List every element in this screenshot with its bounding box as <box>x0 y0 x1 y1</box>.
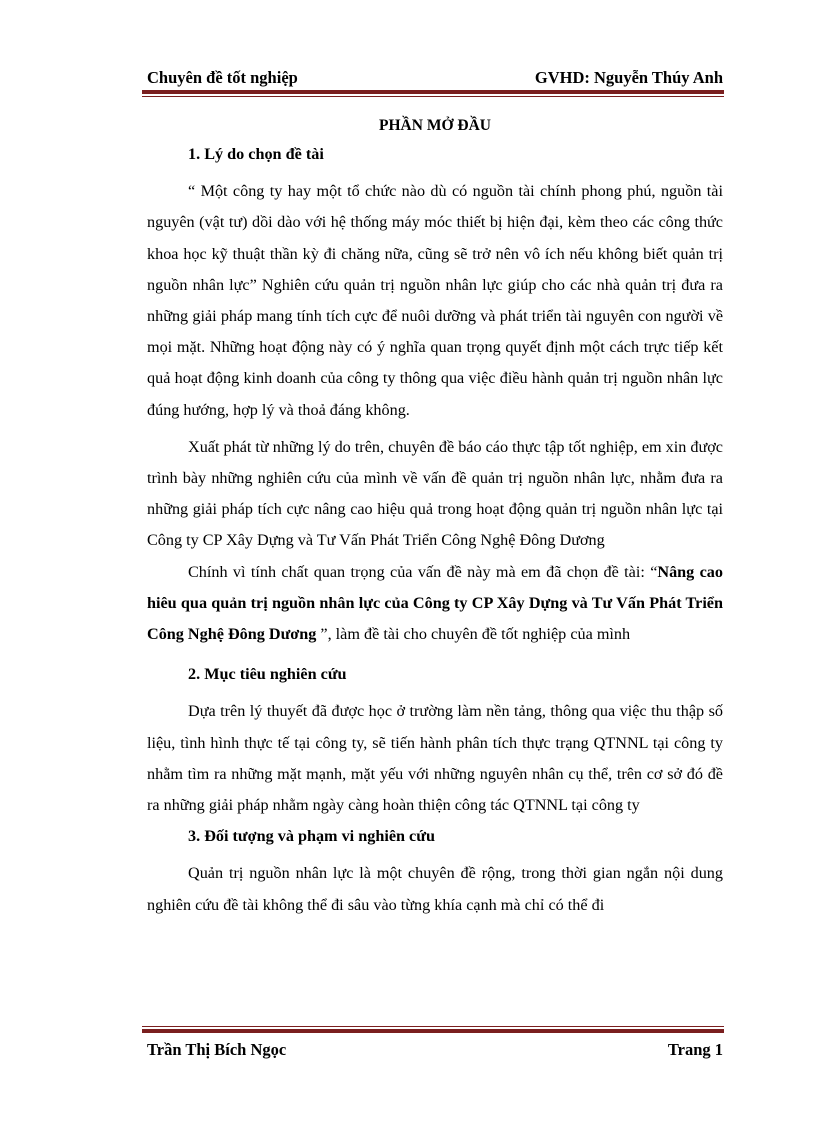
header-divider-thin <box>142 96 724 97</box>
footer-divider-thick <box>142 1029 724 1033</box>
section-3-heading: 3. Đối tượng và phạm vi nghiên cứu <box>188 827 435 846</box>
section-1-heading: 1. Lý do chọn đề tài <box>188 145 324 163</box>
section-3-paragraph-1: Quản trị nguồn nhân lực là một chuyên đề rộng, trong thời gian ngắn nội dung nghiên cứu đề tài không thể đi sâu vào từng khía cạnh mà chỉ có thể đi <box>147 864 723 914</box>
section-1-paragraph-3-outro: ”, làm đề tài cho chuyên đề tốt nghiệp của mình <box>316 625 631 644</box>
header-supervisor: GVHD: Nguyễn Thúy Anh <box>534 68 723 87</box>
section-2-paragraph-1: Dựa trên lý thuyết đã được học ở trường làm nền tảng, thông qua việc thu thập số liệu, tình hình thực tế tại công ty, sẽ tiến hành phân tích thực trạng QTNNL tại công ty nhằm tìm ra những mặt mạnh, mặt yếu với những nguyên nhân cụ thể, trên cơ sở đó đề ra những giải pháp nhằm ngày càng hoàn thiện công tác QTNNL tại công ty <box>147 702 723 815</box>
footer-author: Trần Thị Bích Ngọc <box>147 1040 287 1059</box>
header-document-type: Chuyên đề tốt nghiệp <box>147 68 298 87</box>
header-divider-thick <box>142 90 724 94</box>
section-1-paragraph-1: “ Một công ty hay một tổ chức nào dù có nguồn tài chính phong phú, nguồn tài nguyên (vật tư) dồi dào với hệ thống máy móc thiết bị hiện đại, kèm theo các công thức khoa học kỹ thuật thần kỳ đi chăng nữa, cũng sẽ trở nên vô ích nếu không biết quản trị nguồn nhân lực” Nghiên cứu quản trị nguồn nhân lực giúp cho các nhà quản trị đưa ra những giải pháp mang tính tích cực để nuôi dưỡng và phát triển tài nguyên con người về mọi mặt. Những hoạt động này có ý nghĩa quan trọng quyết định một cách trực tiếp kết quả hoạt động kinh doanh của công ty thông qua việc điều hành quản trị nguồn nhân lực đúng hướng, hợp lý và thoả đáng không. <box>147 182 723 419</box>
footer-divider-thin <box>142 1026 724 1027</box>
page-footer <box>147 1040 723 1062</box>
page-title: PHẦN MỞ ĐẦU <box>379 117 491 134</box>
thesis-topic: Nâng cao hiêu qua quản trị nguồn nhân lực của Công ty CP Xây Dựng và Tư Vấn Phát Triển Công Nghệ Đông Dương <box>147 562 723 644</box>
section-1-paragraph-2: Xuất phát từ những lý do trên, chuyên đề báo cáo thực tập tốt nghiệp, em xin được trình bày những nghiên cứu của mình về vấn đề quản trị nguồn nhân lực, nhằm đưa ra những giải pháp tích cực nâng cao hiệu quả trong hoạt động quản trị nguồn nhân lực tại Công ty CP Xây Dựng và Tư Vấn Phát Triển Công Nghệ Đông Dương <box>147 437 723 550</box>
section-1-paragraph-3-intro: Chính vì tính chất quan trọng của vấn đề này mà em đã chọn đề tài: “ <box>188 562 658 581</box>
footer-page-number: Trang 1 <box>667 1040 723 1059</box>
page-header <box>147 68 723 90</box>
document-body <box>147 112 723 921</box>
section-2-heading: 2. Mục tiêu nghiên cứu <box>188 665 347 684</box>
section-1-paragraph-3 <box>147 557 723 651</box>
